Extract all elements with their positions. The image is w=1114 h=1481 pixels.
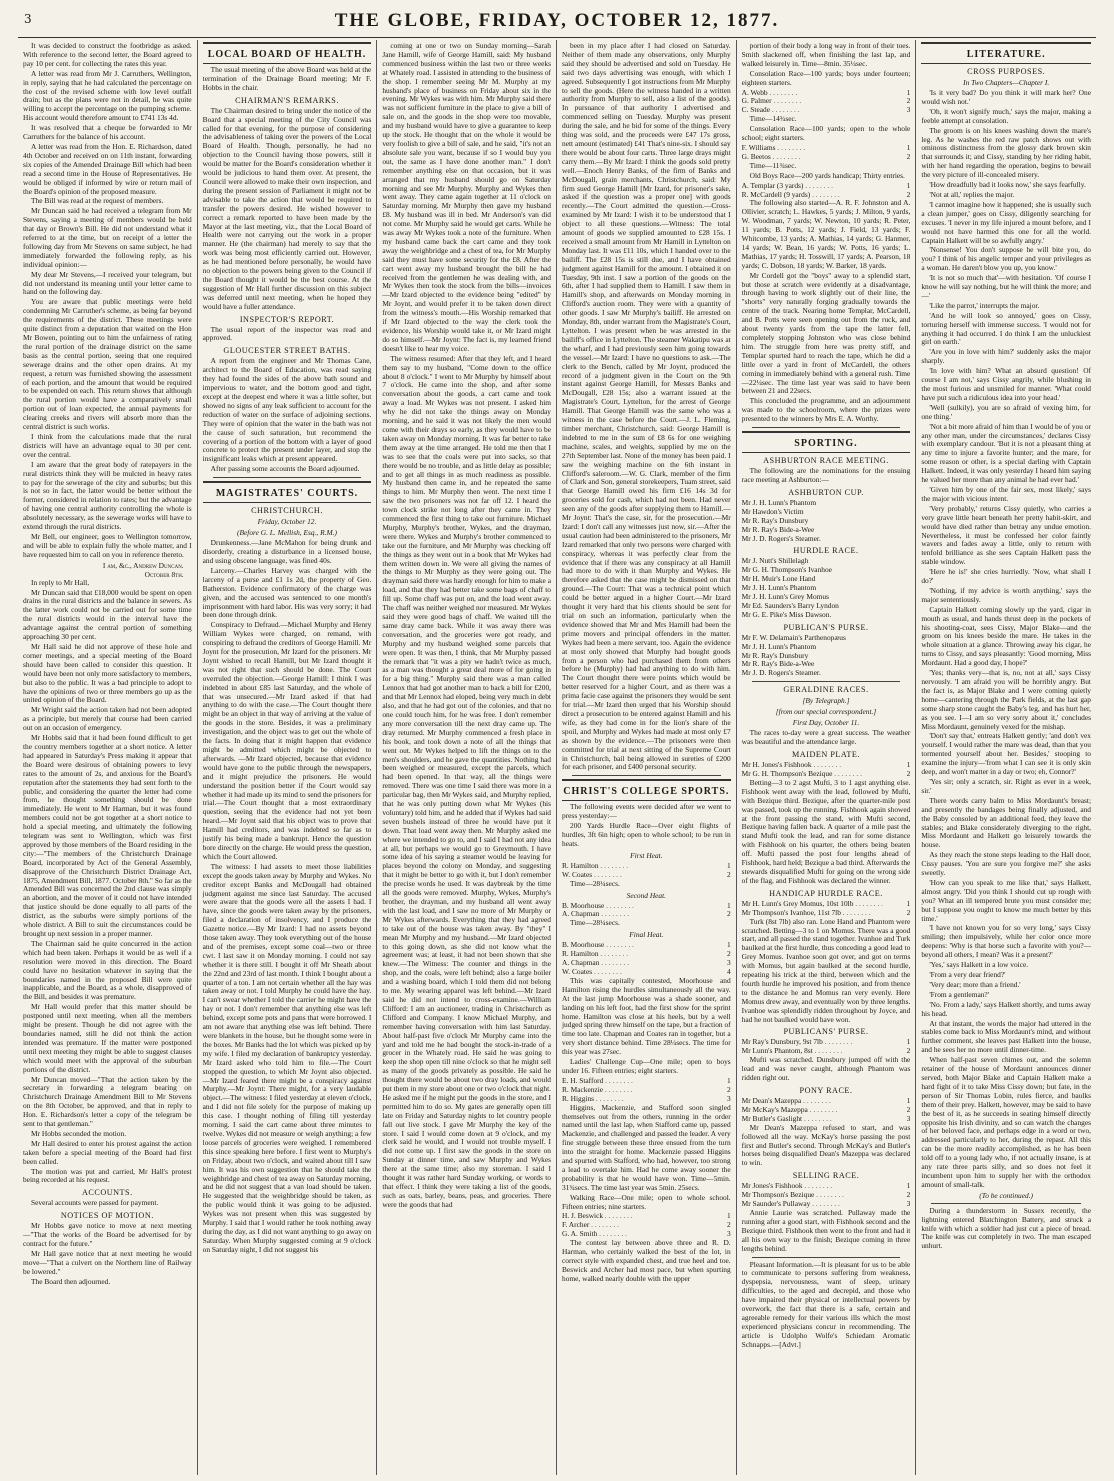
section-heading: First Day, October 11. — [792, 718, 860, 728]
entry-place: 3 — [726, 1229, 731, 1239]
paragraph: The following are the nominations for the ensuing race meeting at Ashburton:— — [741, 466, 911, 484]
letter-date: October 8th. — [144, 569, 184, 579]
entry-name: Mr Butler's Gaslight . . . — [742, 1115, 832, 1124]
entry-name: C. Steade . . . — [742, 106, 800, 115]
paragraph: Turk (8st 7lb) also ran. Lone Hand and Phantom were scratched. Betting—3 to 1 on Momus. There was a good start, and all passed the stand together. Ivanhoe and Turk baulked at the first hurdle, thus conceding a good lead to Grey Momus. Ivanhoe soon got over, and got on terms with Momus, but again baulked at the second hurdle, repeating his trick at the third, between which and the fourth hurdle he improved his position, and from thence to the distance he and Momus ran very evenly. Here Momus drew away, and eventually won by three lengths. Ivanhoe was splendidly ridden throughout by Joyce, and had he not baulked would have won. — [741, 916, 911, 1024]
paragraph: 'Well (sulkily), you are so afraid of vexing him, for one thing.' — [921, 402, 1091, 421]
paragraph: 'Nonsense! You don't suppose he will bite you, do you? I think of his angelic temper and your privileges as a woman. He daren't blow you up, you know.' — [921, 245, 1091, 273]
paragraph: The motion was put and carried, Mr Hall's protest being recorded at his request. — [23, 1166, 192, 1185]
section-heading: PUBLICAN'S PURSE. — [783, 622, 869, 632]
paragraph: 'Are you in love with him?' suddenly asks the major sharply. — [921, 347, 1091, 366]
section-heading: GERALDINE RACES. — [783, 685, 869, 695]
entry-place: 1 — [906, 760, 911, 770]
divider — [752, 427, 901, 428]
entry-name: W. Coates . . . — [562, 968, 622, 977]
entry-place: 3 — [726, 958, 731, 968]
section-heading: HANDICAP HURDLE RACE. — [769, 888, 883, 898]
paragraph: The Board then adjourned. — [31, 1276, 111, 1286]
paragraph: Mr Hall desired to enter his protest against the action taken before a special meeting of the Board had first been called. — [23, 1138, 192, 1166]
paragraph: 'Yes sir; only a scratch, sir. Right as ever in a week, sir.' — [921, 776, 1091, 795]
paragraph: At that instant, the words the major had uttered in the stables come back to Miss Mordaunt's mind, and without further comment, she leaves past Halkett into the house, and he sees her no more until dinner-time. — [921, 1018, 1091, 1055]
entry-name: Mr Thompson's Bezique . . . — [742, 1191, 844, 1200]
nomination-entry: Mr J. H. Lunn's Grey Momus — [741, 592, 830, 602]
paragraph: Mr Cordell got the "boys" away to a splendid start, but those at scratch were evidently at a disadvantage, through having to work slightly out of their line, the "shorts" very naturally forging gradually towards the centre of the track. Nearing home Templar, McCardell, and B. Potts were seen opening out from the ruck, and about twenty yards from the tape the latter fell, completely stopping Johnston who was close behind him. The struggle from here was pretty stiff, and Templar spurted hard to reach the tape, which he did a little over a yard in front of McCardell, the others coming in immediately behind with a general rush. Time—22¼sec. The time last year was said to have been between 21 and 22secs. — [741, 270, 911, 396]
entry-place: 2 — [726, 1220, 731, 1230]
paragraph: 'Nothing, if my advice is worth anything,' says the major sententiously. — [921, 585, 1091, 604]
entry-name: R. Hamilton . . . — [562, 862, 628, 871]
paragraph: 'Very probably,' returns Cissy quietly, who carries a very grave little heart beneath her pretty habit-skirt, and would have died rather than betray any undue emotion. Nevertheless, it must be confessed her color faintly wavers and fades away a little, only to return with tenfold brilliance as she sees Captain Halkett pass the stable window. — [921, 503, 1091, 567]
section-heading: ASHBURTON RACE MEETING. — [763, 456, 889, 466]
paragraph: 200 Yards Hurdle Race—Over eight flights of hurdles, 3ft 6in high; open to whole school; to be run in heats. — [562, 821, 731, 848]
paragraph: The races to-day were a great success. The weather was beautiful and the attendance large. — [741, 728, 911, 747]
literature-heading-box — [921, 42, 1091, 64]
entry-place: 1 — [726, 860, 731, 870]
paragraph: Mr Hobbs said that it had been found difficult to get the country members together at a short notice. A letter had appeared in Saturday's Press making it appear that the Board were desirous of obtaining powers to levy rates to the amount of 2s, and anxious for the Board's reputation after the statements they had sent forth to the public, and considering the quarter the letter had come from, he thought something should be done immediately. He went to Mr Harman, but it was found members could not be got together at a short notice to hold a special meeting, and ultimately the following telegram was sent to Wellington, which was first approved by those members of the Board residing in the city:—"The members of the Christchurch Drainage Board, incorporated by Act of the General Assembly, disapprove of the Christchurch District Drainage Act, 1875, Amendment Bill, 1877. October 8th." So far as the Amended Bill was concerned the 2nd clause was simply an abortion, and the mover of it could not have intended that justice should be done equally to all parts of the district, as the suburbs were simply portions of the whole district. A Bill to suit the circumstances could be brought up next session in a proper manner. — [23, 733, 192, 938]
paragraph: Mr Duncan said that £18,000 would be spent on open drains in the rural districts and the balance in sewers. As the latter work could not be carried out for some time the rural districts would in the interval have the advantage against the central portion of something approaching 30 per cent. — [23, 587, 192, 642]
entry-place: 3 — [906, 1199, 911, 1209]
paragraph: The witness resumed: After that they left, and I heard them say to my husband, "Come down to the office about 8 o'clock." I went to Mr Murphy by himself about 7 o'clock. He came into the shop, and after some conversation about the goods, a cart came and took away a load. Mr Wykes was not present. I asked him why he did not take the things away on Monday morning, and he said it was not likely the men would come with their drays so early, as they would have to be taken away on Monday morning. It was far better to take them away at the time arranged. He told me then that I was to see that the coals were put into sacks, so that there would be no trouble, and as little delay as possible; and to get all things in as much readiness as possible. My husband then came in, and he repeated the same things to him. Mr Murphy then went. The next time I saw the two prisoners was not far off 12. I heard the town clock strike not long after they came in. They commenced the first thing to take out furniture. Michael Murphy, Murphy's brother, Wykes, and the drayman, were there. Wykes and Murphy's brother commenced to take out the furniture, and Mr Murphy was checking off the things as they went out in a book that Mr Wykes had them written down in. We were all giving the names of the things to Mr Murphy as they were going out. The drayman said there was hardly enough for him to make a load, and that they had better take some bags of chaff to fill up. Some chaff was put on, and the load went away. The chaff was neither weighed nor measured. Mr Wykes said they were good bags of chaff. We waited till the same dray came back. While it was away there was conversation, and the groceries were got ready, and Murphy and my husband weighed some parcels that were open. It was then, I think, that Mr Murphy passed the remark that "it was a pity we hadn't twice as much, as a man was thought a great deal more of for going in for a big thing." Murphy said there was a man called Lennox that had got another man to back a bill for £200, and that Mr Lennox had eloped, being very much in debt also, and that he had got out of the colonies, and that no one could touch him, for he was free. I don't remember any more conversation till the next dray came up. The dray returned. Mr Murphy commenced a fresh place in his book, and took down a note of all the things that went out. Mr Wykes helped to lift the things on to the men's shoulders, and he gave the quantities. Nothing had been weighed or measured, except the parcels, which had been opened. In that way, all the things were removed. There was one time I said there was more in a particular bag, then Mr Wykes said, and Murphy replied, that he was only putting down what Mr Wykes (his voluntary) told him, and he added that if Wykes had said seven bushels instead of three he would have put it down. That load went away then. Mr Murphy asked me where we intended to go to, and I said I had not any idea at all, but perhaps we would go to Greymouth. I have some idea of his saying a steamer would be leaving for places beyond the colony on Monday, and suggesting that it might be better to go with it, but I don't remember the precise words he used. It was daybreak by the time all the goods were removed. Murphy, Wykes, Murphy's brother, the drayman, and my husband all went away with the last load, and I saw no more of Mr Murphy or Mr Wykes afterwards. Everything that they had agreed to take out of the house was taken away. By "they" I mean Mr Murphy and my husband.—Mr Izard objected to this going down, as she did not know what the agreement was; at least, it had not been shown that she knew.—The Witness: The counter and things in the shop, and the coals, were left behind; also a large boiler and a washing board, which I told them did not belong to me. My wearing apparel was left behind.—Mr Izard said he did not intend to cross-examine.—William Clifford: I am an auctioneer, trading in Christchurch as Clifford and Company. I know Michael Murphy, and remember having conversation with him last Saturday. About half-past five o'clock Mr Murphy came into the yard and told me he had bought the stock-in-trade of a grocer in the Whately road. He said he was going to keep the shop open till nine o'clock so that he might sell as many of the goods privately as possible. He said he thought there would be about two dray loads, and would put them in my store about one or two o'clock that night. He asked me if he might put the goods in the store, and I permitted him to do so. My gates are generally open till late on Friday and Saturday nights to let country people fall out live stock. I gave Mr Murphy the key of the store. I said I would come down at 9 o'clock, and my clerk said he would, and I would not trouble myself. I did not come up. I first saw the goods in the store on Sunday at dinner time, and saw Murphy and Wykes there at the same time; also my storeman. I said I thought it was rather hard Sunday working, or words to that effect. I think they were taking a list of the goods, such as oats, barley, beans, peas, and groceries. There were the goods that had — [382, 353, 551, 1209]
paragraph: Consolation Race—100 yards; open to the whole school; eight starters. — [741, 124, 911, 143]
paragraph: Mr Hobbs seconded the motion. — [31, 1128, 127, 1138]
section-heading: First Heat. — [630, 850, 663, 860]
paragraph: 'Oh, it won't signify much,' says the major, making a feeble attempt at consolation. — [921, 106, 1091, 125]
entry-name: A. Chapman . . . — [562, 959, 629, 968]
paragraph: 'Not a bit more afraid of him than I would be of you or any other man, under the circumstances,' declares Cissy with exemplary candour. 'But it is not a pleasant thing at any time to injure a favorite hunter; and the mare, for some reason or other, is a special darling with Captain Halkett. Indeed, it was only yesterday I heard him saying he valued her more than any animal he had ever had.' — [921, 421, 1091, 485]
paragraph: Several accounts were passed for payment. — [31, 1198, 159, 1208]
paragraph: During a thunderstorm in Sussex recently, the lightning entered Blatchington Battery, and struck a knife with which a soldier had just cut a piece of bread. The knife was cut completely in two. The man escaped unhurt. — [921, 1205, 1091, 1251]
entry-name: H. J. Beswick . . . — [562, 1212, 633, 1221]
paragraph: As they reach the stone steps leading to the Hall door, Cissy pauses. 'You are sure you forgive me?' she asks sweetly. — [921, 850, 1091, 878]
nomination-entry: Mr J. Nutt's Shillelagh — [741, 556, 809, 566]
entry-name: Mr G. H. Thompson's Bezique . . . — [742, 770, 862, 779]
entry-place: 2 — [906, 96, 911, 106]
paragraph: Drunkenness.—Jane McMahon for being drunk and disorderly, creating a disturbance in a licensed house, and using obscene language, was fined 40s. — [202, 538, 372, 565]
entry-place: 1 — [906, 180, 911, 190]
paragraph: Time—28¼secs. — [570, 878, 620, 888]
entry-name: R. McCardell (9 yards) . . . — [742, 191, 840, 200]
entry-name: G. A. Smith . . . — [562, 1230, 627, 1239]
paragraph: The usual report of the inspector was read and approved. — [202, 324, 372, 343]
paragraph: The usual meeting of the above Board was held at the termination of the Drainage Board meeting; Mr F. Hobbs in the chair. — [202, 65, 372, 92]
paragraph: You are aware that public meetings were held condemning Mr Carruther's scheme, as being far beyond the requirements of the district. These meetings were quite distinct from a deputation that waited on the Hon Mr Bowen, pointing out to him the unfairness of rating the rural portion of the drainage district on the same basis as the central portion, seeing that one required sewerage drains and the other open drains. At my request, a return was furnished showing the assessment of each portion, and the amount that would be required to be expended on each. This return shows that although the rural portion would have a comparatively small portion out of loan expected, the annual payments for clearing creeks and rivers will absorb more than the central district is such works. — [23, 297, 192, 432]
entry-place: 1 — [726, 1211, 731, 1221]
entry-name: Mr Ray's Dunsbury, 9st 7lb . . . — [742, 1038, 853, 1047]
page-number: 3 — [24, 12, 32, 26]
entry-place: 2 — [726, 869, 731, 879]
entry-name: Mr H. Jones's Fishhook . . . — [742, 761, 841, 770]
entry-place: 1 — [906, 87, 911, 97]
entry-name: B. Moorhouse . . . — [562, 941, 634, 950]
paragraph: 'Here he is!' she cries hurriedly. 'Now, what shall I do?' — [921, 567, 1091, 586]
section-heading: GLOUCESTER STREET BATHS. — [223, 346, 351, 356]
paragraph: In reply to Mr Hall, — [31, 577, 90, 587]
entry-place: 4 — [726, 967, 731, 976]
paragraph: The groom is on his knees washing down the mare's leg. As he washes the red raw patch shows out with ominous distinctness from the glossy dark brown skin that surrounds it; and Cissy, standing by her riding habit, with her hand regarding the operation, begins to bewail the very picture of ill-concealed misery. — [921, 125, 1091, 180]
article-heading: SPORTING. — [794, 438, 858, 450]
paragraph: 'How dreadfully bad it looks now,' she says fearfully. — [929, 180, 1086, 190]
nomination-entry: Mr J. D. Rogers's Steamer. — [741, 668, 821, 678]
paragraph: Larceny.—Charles Harvey was charged with the larceny of a purse and £1 1s 2d, the property of Geo. Batherston. Evidence confirmatory of the charge was given, and the accused was sentenced to one month's imprisonment with hard labor. His was very sorry; it had been done through drink. — [202, 565, 372, 620]
section-heading: PUBLICANS' PURSE. — [783, 1027, 869, 1037]
paragraph: There words carry balm to Miss Mordaunt's breast; and presently the bandages being finally adjusted, and the Baby consoled by an additional feed, they leave the stables; and Blake considerately diverging to the right, Miss Mordaunt and Halkett go leisurely towards the house. — [921, 795, 1091, 850]
paragraph: 'Don't say that,' entreats Halkett gently; 'and don't vex yourself. I would rather the mare was dead, than that you tormented yourself about her. Besides,' stooping to examine the injury—'from what I can see it is only skin deep, and won't matter in a day or two; eh, Connor?' — [921, 731, 1091, 777]
nomination-entry: Mr R. Ray's Dunsbury — [741, 515, 809, 525]
nomination-entry: Mr G. E. Pike's Miss Dawson. — [741, 609, 832, 619]
entry-name: Mr Saunder's Pullaway . . . — [742, 1200, 840, 1209]
sporting-heading-box — [742, 431, 911, 453]
section-heading: CHAIRMAN'S REMARKS. — [235, 95, 339, 105]
section-heading: ASHBURTON CUP. — [788, 487, 864, 497]
entry-place: 3 — [726, 1093, 731, 1103]
nomination-entry: Mr Ed. Saunders's Barry Lyndon — [741, 600, 839, 610]
paragraph: Time—28¼secs. — [570, 918, 620, 928]
paragraph: When half-past seven chimes out, and the solemn retainer of the house of Mordaunt announces dinner served, both Major Blake and Captain Halkett make a hard fight of it to take Miss Cissy down; but fate, in the person of Sir Thomas Lobin, rules fierce, and baulks them of their prey. Halkett, however, may be said to have the best of it, as he succeeds in seating himself directly opposite his Irish divinity, and so can watch the changes of her beloved face, and perhaps edge in a word or two, addressed particularly to her, during the repast. All this can be the more readily accomplished, as he has been told off to a young lady who, if not actually insane, is at any rate three parts silly, and so does not feel it incumbent upon him to supply her with the orthodox amount of small-talk. — [921, 1055, 1091, 1189]
nomination-entry: Mr H. Muir's Lone Hand — [741, 574, 816, 584]
entry-name: Mr Thompson's Ivanhoe, 11st 7lb . . . — [742, 909, 871, 918]
entry-place: 1 — [906, 1181, 911, 1191]
column-3 — [377, 40, 557, 1475]
article-heading: MAGISTRATES' COURTS. — [215, 488, 359, 500]
entry-place: 2 — [906, 189, 911, 199]
section-heading: ACCOUNTS. — [81, 1188, 133, 1198]
section-heading: INSPECTOR'S REPORT. — [239, 314, 335, 324]
paragraph: Mr Bell, our engineer, goes to Wellington tomorrow, and will be able to explain fully the whole matter, and I have requested him to call on you in reference thereto. — [23, 531, 192, 559]
section-heading: NOTICES OF MOTION. — [60, 1211, 154, 1221]
section-heading: MAIDEN PLATE. — [792, 750, 860, 760]
paragraph: The Chairman said he quite concurred in the action which had been taken. Perhaps it would be as well if a resolution were moved in this direction. The Board could have no hesitation whatever in saying that the boundaries named in the proposed Bill were quite inapplicable, and the Board, as a whole, disapproved of the Bill, and besides it was premature. — [23, 938, 192, 1002]
entry-place: 1 — [726, 900, 731, 910]
paragraph: The Chairman desired to bring under the notice of the Board that a special meeting of the City Council was called for that evening, for the purpose of considering the advisableness of taking over the powers of the Local Board of Health. Though, personally, he had no objection to the Council having those powers, still it would be matter for the Board's consideration whether it would be judicious to hand them over. At present, the Council were allowed to make their own inspection, and during the present session of Parliament it might not be advisable to take the action that would be required to transfer the powers desired. He wished however to correct a remark reported to have been made by the Mayor at the last meeting, viz., that the Local Board of Health were not carrying out the work in a proper manner. He (the chairman) had merely to say that the work was being most efficiently carried out. However, as he had mentioned before personally, he would have no objection to the powers being given to the Council if the Board thought it would be the best course. At the suggestion of Mr Hall further discussion on this subject was deferred until next meeting, when he hoped they would have a fuller attendance. — [202, 105, 372, 311]
entry-name: F. Williams . . . — [742, 144, 805, 153]
paragraph: I am aware that the great body of ratepayers in the rural districts think they will be mulcted in heavy rates to pay for the sewerage of the city and suburbs; but this is not so in fact, the latter would be better without the former, considered in relation to rates; but the advantage of having one central authority controlling the whole is absolutely necessary, as the sewerage works will have to extend through the rural districts. — [23, 459, 192, 532]
paragraph: The following also started—A. R. F. Johnston and A. Ollivier, scratch; L. Hawkes, 5 yards; J. Milton, 9 yards, W. Woodman, 7 yards; W. Newton, 10 yards; R. Peter, 11 yards; B. Potts, 12 yards; J. Field, 13 yards; F. Whitcombe, 13 yards; A. Mathias, 14 yards; G. Hanmer, 14 yards; W. Bean, 16 yards; W. Potts, 16 yards; L. Mathias, 17 yards; H. Tosswill, 17 yards; A. Pearson, 18 yards; C. Dobson, 18 yards; W. Barker, 18 yards. — [741, 198, 911, 270]
entry-place: 2 — [726, 949, 731, 959]
article-heading: LOCAL BOARD OF HEALTH. — [207, 49, 367, 60]
paragraph: 'From a very dear friend?' — [929, 970, 1006, 979]
article-heading: LITERATURE. — [966, 49, 1046, 60]
column-6 — [916, 40, 1096, 1475]
paragraph: A report from the engineer and Mr Thomas Cane, architect to the Board of Education, was read saying they had found the sides of the above bath sound and impervious to water, and the bottom good and tight, except at the deepest end where it was a little softer, but showed no signs of any leak sufficient to account for the reduction of water on the surface of adjoining sections. They were of opinion that the water in the bath was not the cause of such saturation, but recommend the covering of a portion of the bottom with a layer of good concrete to protect the present under layer, and stop the insignificant leaks which at present appeared. — [202, 356, 372, 464]
paragraph: Mr Duncan moved—"That the action taken by the secretary in forwarding a telegram bearing on Christchurch Drainage Amendment Bill to Mr Stevens on the 8th October, be approved, and that in reply to Hon. E. Richardson's letter a copy of the telegram be sent to that gentleman." — [23, 1074, 192, 1129]
paragraph: 'I cannot imagine how it happened; she is usually such a clean jumper,' goes on Cissy, diligently searching for excuses. 'I never in my life injured a mount before, and I would not have harmed this one for all the world. Captain Halkett will be so awfully angry.' — [921, 199, 1091, 245]
entry-place: 2 — [906, 1190, 911, 1200]
column-5 — [737, 40, 917, 1475]
paragraph: Mr Dean's Mazeppa refused to start, and was followed all the way. McKay's horse passing the post first and Butler's second. Through McKay's and Butler's horses being disqualified Dean's Mazeppa was declared to win. — [741, 1122, 911, 1168]
paragraph: After passing some accounts the Board adjourned. — [210, 464, 360, 474]
paragraph: portion of their body a long way in front of their toes. Smith slackened off, when finishing the last lap, and walked leisurely in. Time—8min. 35¼sec. — [741, 41, 911, 68]
entry-name: Mr McKay's Mazeppa . . . — [742, 1106, 838, 1115]
paragraph: coming at one or two on Sunday morning—Sarah Jane Hamill, wife of George Hamill, said: My husband commenced business within the last two or three weeks at Whately road. I assisted in attending to the business of the shop. I remember seeing Mr M. Murphy at my husband's place of business on Friday about six in the evening. Mr Wykes was with him. Mr Murphy said there was not sufficient furniture in the place to give a bill of sale on, and the goods in the shop were too movable, and my husband would have to give a guarantee to keep up the stock. He thought that on the whole it would be very foolish to give a bill of sale, and he said, "it's not an absolute sale you want, because if so I would buy you out, the same as I have done another man." I don't remember anything else on that occasion, but it was arranged that my husband should go on Saturday morning and see Mr Murphy. Murphy and Wykes then went away. They came again together at 11 o'clock on Saturday morning. Mr Murphy then gave my husband £8. My husband was ill in bed. Mr Anderson's van did not come. Mr Murphy said he would get carts. While he was away Mr Wykes took a note of the furniture. When my husband came back the cart came and they took away the weighbridge and a chest of tea, for Mr Murphy said they must have some security for the £8. After the cart went away my husband brought the bill he had received from the gentlemen he was dealing with, and Mr Wykes then took the stock from the bills—invoices—Mr Izard objected to the evidence being "edited" by Mr Joynt, and would prefer it to be taken down direct from the witness's mouth.—His Worship remarked that if Mr Izard objected to the way the clerk took the evidence, his Worship would take it, or Mr Izard might do so himself.—Mr Joynt: The fact is, my learned friend doesn't like to hear my voice. — [382, 41, 551, 353]
entry-place: 1 — [906, 898, 911, 908]
divider — [213, 477, 362, 478]
paragraph: 'Like the parrot,' interrupts the major. — [929, 300, 1040, 310]
paragraph: I think from the calculations made that the rural districts will have an advantage equal to 30 per cent. over the central. — [23, 431, 192, 459]
to-be-continued: (To be continued.) — [979, 1190, 1034, 1200]
paragraph: 'From a gentleman?' — [929, 989, 990, 999]
entry-name: R. Mackenzie . . . — [562, 1086, 633, 1095]
paragraph: The witness: I had assets to meet those liabilities except the goods taken away by Murphy and Wykes. No creditor except Banks and McDougall had obtained judgment against me since last Saturday. The accused were aware that the goods were all the assets I had. I have, since the goods were taken away by the prisoners, filed a declaration of insolvency, and I produce the Gazette notice.—By Mr Izard: I had no assets beyond those taken away. They took everything out of the house and of the premises, except some coal—two or three cwt. I last saw it on Monday morning. I could not say whether it is there still. I bought it off Mr Sheath about the 22nd and 23rd of last month. I think I bought about a quarter of a ton. I am not certain whether all the hay was taken away or not. I told Murphy he could have the hay. I can't swear whether I told the carrier he might have the hay or not. I don't remember that anything else was left behind, except some pots and pans that were borrowed. I am not aware that anything else was left behind. There were blankets in the house, but he thought some were in the boxes. Mr Banks had the lot which was picked up by my wife. I filed my declaration of bankruptcy yesterday. Mr Izard asked who told him to file.—The Court stopped the question, to which Mr Joynt also objected.—Mr Izard feared there might be a conspiracy against Murphy.—Mr Joynt: There might, for a very laudable object.—The witness: I filed yesterday at eleven o'clock, and I did not file solely for the purpose of making up this case. I thought nothing of filing till yesterday morning. I said the cart came about three minutes to twelve. Wykes did not measure or weigh anything; a few loose parcels of groceries were weighed. I remembered this since speaking here before. I first went to Murphy's on Friday, about two o'clock, and waited about till I saw him. It was his own suggestion that he should take the weighbridge and chest of tea away on Saturday morning, and he did not suggest that a van load should be taken. He suggested that the weighbridge should be taken, as the public would think it was going to be adjusted. Wykes was not present when this was suggested by Murphy. I said that I would rather he took nothing away during the day, as I did not want anything to go away on Saturday. When Murphy suggested coming at 9 o'clock on Saturday night, I did not suggest his — [202, 861, 372, 1254]
entry-place: 2 — [906, 769, 911, 778]
paragraph: Mr Hobbs gave notice to move at next meeting—"That the works of the Board be advertised for by contract for the future." — [23, 1221, 192, 1249]
paragraph: 'No. From a lady,' says Halkett shortly, and turns away his head. — [921, 999, 1091, 1018]
newspaper-title: THE GLOBE, FRIDAY, OCTOBER 12, 1877. — [334, 9, 780, 31]
entry-name: G. Beetos . . . — [742, 153, 801, 162]
entry-name: E. H. Stafford . . . — [562, 1077, 633, 1086]
entry-name: A. Webb . . . — [742, 89, 798, 98]
paragraph: Consolation Race—100 yards; boys under fourteen; eighteen starters. — [741, 68, 911, 87]
paragraph: Mr Hall said he did not approve of these hole and corner meetings, and a special meeting of the Board should have been called to consider this question. It would have been not only more satisfactory to members, but also to the public. It was a bad principle to adopt to have the opinions of two or three members go up as the united opinion of the Board. — [23, 642, 192, 705]
entry-place: 2 — [726, 1084, 731, 1094]
paragraph: 'Is it very bad? Do you think it will mark her? One would wish not.' — [921, 88, 1091, 106]
section-heading: [from our special correspondent.] — [775, 707, 877, 717]
entry-place: 1 — [906, 142, 911, 152]
paragraph: 'Not at all,' replies the major. — [929, 189, 1015, 199]
paragraph: A letter was read from Mr J. Carruthers, Wellington, in reply, saying that he had calculated the percentage on the cost of the revised scheme with low level outfall drain; but as the plans were not in detail, he was quite willing to accept the percentage on the pumping scheme. His account would therefore amount to £741 13s 4d. — [23, 68, 192, 123]
paragraph: My dear Mr Stevens,—I received your telegram, but did not understand its meaning until your letter came to hand on the following day. — [23, 269, 192, 297]
paragraph: 'It is not so much that'—with hesitation. 'Of course I know he will say nothing, but he will think the more; and—' — [921, 273, 1091, 300]
paragraph: Ladies' Challenge Cup—One mile; open to boys under 16. Fifteen entries; eight starters. — [562, 1057, 731, 1075]
entry-place: 1 — [906, 1096, 911, 1105]
section-heading: Friday, October 12. — [257, 517, 317, 527]
nomination-entry: Mr Hawdon's Victim — [741, 506, 804, 516]
divider — [752, 681, 901, 682]
paragraph: This concluded the programme, and an adjournment was made to the schoolroom, where the prizes were presented to the winners by Mrs E. A. Worthy. — [741, 396, 911, 424]
letter-signoff: I am, &c., Andrew Duncan. — [102, 560, 184, 570]
nomination-entry: Mr R. Ray's Bide-a-Wee — [741, 524, 815, 534]
paragraph: Mr Hall would prefer that this matter should be postponed until next meeting, when all the members might be present. Though he did not agree with the boundaries named, still he did not think the action intended was premature. If the matter were postponed until next meeting they might be able to suggest clauses which would meet with the approval of the suburban portions of the district. — [23, 1002, 192, 1074]
entry-name: Mr Jones's Fishhook . . . — [742, 1182, 832, 1191]
entry-place: 1 — [906, 1037, 911, 1047]
section-heading: CHRISTCHURCH. — [251, 506, 323, 516]
paragraph: Annie Laurie was scratched. Pullaway made the running after a good start, with Fishhook second and the Bezique third. Fishhook then went to the front and had it all his own way to the finish; Bezique coming in three lengths behind. — [741, 1207, 911, 1253]
paragraph: This was capitally contested, Moorhouse and Hamilton rising the hurdles simultaneously all the way. At the last jump Moorhouse was a shade sooner, and landing on his left foot, had the first show for the sprint home. Hamilton was close at his heels, but by a well judged spring threw himself on the tape, but a fraction of time too late. Chapman and Coates ran in together, but a very short distance behind. Time 28¼secs. The time for this year was 27sec. — [562, 975, 731, 1057]
paragraph: It was decided to construct the footbridge as asked. With reference to the second letter, the Board agreed to pay 10 per cent. for collecting the rates this year. — [23, 41, 192, 68]
paragraph: 'How can you speak to me like that,' says Halkett, almost angry. 'Did you think I should cut up rough with you? What an ill tempered brute you must consider me; but I suppose you ought to know me much better by this time.' — [921, 877, 1091, 923]
paragraph: It was resolved that a cheque be forwarded to Mr Carruthers for the balance of his account. — [23, 123, 192, 142]
column-1 — [18, 40, 198, 1475]
entry-name: A. Chapman . . . — [562, 910, 629, 919]
nomination-entry: Mr J. H. Lunn's Phantom — [741, 641, 817, 651]
entry-place: 3 — [906, 1113, 911, 1123]
paragraph: The Bill was read at the request of members. — [31, 196, 164, 206]
section-heading: Final Heat. — [629, 930, 664, 940]
entry-name: W. Coates . . . — [562, 871, 622, 880]
nomination-entry: Mr J. H. Lunn's Phantom — [741, 583, 817, 593]
paragraph: Mr Duncan said he had received a telegram from Mr Stevens, saying a meeting of members would be held that day or Brown's Bill. He did not understand what it referred to at the time, but on receipt of a letter the following day from Mr Stevens on same subject, he had immediately forwarded the following reply, as his individual opinion:— — [23, 206, 192, 269]
section-heading: (Before G. L. Mellish, Esq., R.M.) — [237, 528, 337, 538]
section-heading: Second Heat. — [626, 890, 667, 900]
entry-name: A. Templar (3 yards) . . . — [742, 182, 833, 191]
entry-name: G. Palmer . . . — [742, 97, 802, 106]
paragraph: Old Boys Race—200 yards handicap; Thirty entries. — [749, 170, 905, 180]
paragraph: Mufti was scratched. Dunsbury jumped off with the lead and was never caught, although Phantom was ridden right out. — [741, 1055, 911, 1083]
section-heading: [By Telegraph.] — [802, 696, 850, 706]
nomination-entry: Mr R. Ray's Bide-a-Wee — [741, 659, 815, 669]
entry-place: 2 — [906, 1104, 911, 1114]
paragraph: Conspiracy to Defraud.—Michael Murphy and Henry William Wykes were charged, on remand, with conspiring to defraud the creditors of George Hamill. Mr Joynt for the prosecution, Mr Izard for the prisoners. Mr Joynt wished to recall Hamill, but Mr Izard thought it was not right that such should be done. The Court overruled the objection.—George Hamill: I think I was indebted in about £85 last Saturday, and the whole of that was unsecured.—Mr Izard asked if that had anything to do with the case.—The Court thought there might be an object in that way of arriving at the value of the goods in the store. Besides, it was a preliminary investigation, and the object was to get out the whole of the facts. In doing that it might happen that evidence might be admitted which might be objected to afterwards. —Mr Izard objected, because that evidence would have gone to the public through the newspapers, and it might prejudice the prisoners. He would understand the position better if the Court would say whether it had made up its mind to send the prisoners for trial.—The Court thought that a most extraordinary question, seeing that the evidence had not yet been heard.—Mr Joynt said that his object was to prove that Hamill had creditors, and was indebted so far as to justify his being made a bankrupt. Hence the question bore directly on the charge. He would press the question, which the Court allowed. — [202, 620, 372, 861]
nomination-entry: Mr G. H. Thompson's Ivanhoe — [741, 565, 832, 575]
paragraph: The following events were decided after we went to press yesterday:— — [562, 802, 731, 821]
entry-place: 2 — [726, 909, 731, 919]
court-heading-box — [203, 481, 372, 503]
sports-heading-box — [562, 779, 731, 801]
paragraph: Higgins, Mackenzie, and Stafford soon singled themselves out from the others, running in the order named until the last lap, when Stafford came up, passed Mackenzie, and challenged and passed the leader. A very fine struggle between these three ensued from the turn into the straight for home. Mackenzie passed Higgins and spurted with Stafford, who had, however, too strong a lead to overtake him. Had he come away sooner the probability is that he would have won. Time—5min. 31¾secs. The time last year was 5min. 25secs. — [562, 1102, 731, 1192]
paragraph: Time—11¾sec. — [749, 160, 797, 170]
entry-place: 2 — [906, 907, 911, 917]
divider — [572, 775, 721, 776]
column-4 — [557, 40, 737, 1475]
divider — [931, 1203, 1081, 1204]
section-heading: HURDLE RACE. — [793, 546, 859, 556]
paragraph: been in my place after I had closed on Saturday. Neither of them made any observations, only Murphy said they should be advertised and sold on Tuesday. He said two days advertising was enough, with which I agreed. Subsequently I got instructions from Mr Murphy to sell the goods. (Here the witness handed in a written authority from Murphy to sell, also a list of the goods). In pursuance of that authority I advertised and commenced selling on Tuesday. Murphy was present during the sale, and he bid for some of the things. Every thing was sold, and the proceeds were £47 17s gross, nett amount (estimated) £41 That's nine-six. I should say there would be about four carts. Three large drays might carry them.—By Mr Izard: I think the goods sold pretty well.—Enoch Henry Banks, of the firm of Banks and McDougall, grain merchants, Christchurch, said: My firm sued George Hamill [Mr Izard, for prisoner's sake, asked if the question was a proper one] with goods recently.—The Court admitted the question.—Cross-examined by Mr Izard: I wish it to be understood that I object to all these questions.—Witness: The total amount of goods we supplied amounted to £28 15s. I received a small amount from Mr Hamill in Lyttelton on Monday last. It was £11 10s, which I handed over to the bailiff. The £28 15s is still due, and I have obtained judgment against Hamill for the amount. I obtained it on Tuesday, 9th inst. I saw a portion of the goods on the 6th, after I had supplied them to Hamill. I saw them in Hamill's shop, and afterwards on Monday morning in Clifford's auction room. They were with a quantity of other goods. I saw Mr Murphy's bailiff. He arrested on Monday, 8th, under warrant from the Magistrate's Court, Lyttelton. I was present when he was arrested in the bailiff's office in Lyttelton. The steamer Wakatipu was at the wharf, and I had previously seen him going towards the vessel.—Mr Izard: I have no questions to ask.—The clerk to the Bench, called by Mr Joynt, produced the record of a judgment given in the Court on the 9th instant against George Hamill, for Messrs Banks and McDougall, £28 15s; also a warrant issued at the Magistrate's Court, Lyttelton, for the arrest of George Hamill. That George Hamill was the same who was a witness in the case before the Court.—J. L. Fleming, timber merchant, Christchurch, said: George Hamill is indebted to me in the sum of £8 6s for one weighing machine, scales, and weights, supplied by me on the 27th September last. None of the money has been paid. I saw the weighing machine on the 6th instant in Clifford's saleroom.—W. G. Clark, member of the firm of Clark and Son, general storekeepers, Tuam street, said that George Hamill owed his firm £16 14s 3d for groceries sold for cash, which had not been. Had never seen any of the goods after supplying them to Hamill.—Mr Joynt: That's the case, sir, for the prosecution.—Mr Izard: I don't call any witnesses just now, sir.—After the usual caution had been administered to the prisoners, Mr Izard remarked that only two persons were charged with conspiracy, whereas it was perfectly clear from the evidence that if there was any conspiracy at all Hamill had more to do with it than Murphy and Wykes. He therefore asked that the case might be dismissed on that ground.—The Court: That was a technical point which could be better argued in a higher Court.—Mr Izard thought it very hard that his clients should be sent for trial on such an information, particularly when the evidence showed that Mr and Mrs Hamill had been the prime movers and principal offenders in the matter. Wykes had been a mere servant, too. Again the evidence at most only showed that Murphy had bought goods from a person who had purchased them from others before he (Murphy) had had anything to do with him. The Court thought there were points which would be better reserved for a higher Court, and as there was a prima facie case against the prisoners they would be sent for trial.—Mr Izard then urged that his Worship should direct a prosecution to be entered against Hamill and his wife, as they had come in for the lion's share of the spoil, and Murphy and Wykes had made at most only £7 as shown by the evidence.—The prisoners were then committed for trial at next sitting of the Supreme Court in Christchurch, bail being allowed in sureties of £200 for each prisoner, and £400 personal security. — [562, 41, 731, 772]
section-heading: In Two Chapters—Chapter I. — [963, 78, 1050, 87]
paragraph: 'Given him by one of the fair sex, most likely,' says the major with vicious intent. — [921, 484, 1091, 503]
paragraph: Walking Race—One mile; open to whole school. Fifteen entries; nine starters. — [562, 1192, 731, 1211]
paragraph: 'Yes; thanks very—that is, no, not at all,' says Cissy nervously. 'I am afraid you will be horribly angry. But the fact is, as Major Blake and I were coming quietly home—cantering through the Park fields, at the last gap some sharp stone caught the Baby's leg, and has hurt her, as you see. I—I am so very sorry about it,' concludes Miss Mordaunt, genuinely vexed for the mishap. — [921, 668, 1091, 731]
paragraph: Time—14¾sec. — [749, 114, 797, 124]
section-heading: PONY RACE. — [799, 1086, 853, 1095]
article-heading: CHRIST'S COLLEGE SPORTS. — [563, 786, 730, 798]
paragraph: A letter was read from the Hon. E. Richardson, dated 4th October and received on on 11th instant, forwarding six copies of the Amended Drainage Bill which had been read a second time in the House of Representatives. He would be obliged if informed by wire or return mail of the Board's opinion of the proposed measure. — [23, 141, 192, 196]
paragraph: 'I have not known you for so very long,' says Cissy smiling; then impulsively, while her color once more deepens: 'Why is that horse such a favorite with you?—beyond all others, I mean? Was it a present?' — [921, 923, 1091, 960]
paragraph: Pleasant Information.—It is pleasant for us to be able to communicate to persons suffering from weakness, dyspepsia, nervousness, want of sleep, urinary difficulties, to the aged and decrepid, and those who have impaired their physical or intellectual powers by overwork, the fact that there is a safe, certain and agreeable remedy for their various ills which the most experienced physicians concur in recommending. The article is Udolpho Wolfe's Schiedam Aromatic Schnapps.—[Advt.] — [741, 1259, 911, 1349]
columns — [18, 40, 1096, 1475]
paragraph: 'And he will look so annoyed,' goes on Cissy, torturing herself with immense success. 'I would not for anything it had occurred. I do think I am the unluckiest girl on earth.' — [921, 310, 1091, 347]
entry-name: Mr H. Lunn's Grey Momus, 10st 10lb . . . — [742, 900, 883, 909]
masthead — [18, 4, 1096, 38]
entry-name: F. Archer . . . — [562, 1221, 619, 1230]
entry-name: Mr Lunn's Phantom, 8st . . . — [742, 1047, 843, 1056]
column-2 — [198, 40, 378, 1475]
nomination-entry: Mr R. Ray's Dunsbury — [741, 650, 809, 660]
board-heading-box — [203, 42, 372, 64]
entry-place: 3 — [906, 105, 911, 115]
paragraph: The contest lay between above three and R. D. Harman, who certainly walked the best of the lot, in correct style with expanded chest, and true heel and toe. Beswick and Archer had most pace, but when spurting home, walked nearly double with the upper — [562, 1238, 731, 1283]
entry-place: 1 — [726, 1075, 731, 1085]
entry-name: Mr Dean's Mazeppa . . . — [742, 1097, 831, 1106]
entry-place: 1 — [726, 940, 731, 950]
entry-place: 2 — [906, 151, 911, 161]
nomination-entry: Mr J. H. Lunn's Phantom — [741, 497, 817, 507]
nomination-entry: Mr F. W. Delamain's Parthenopæus — [741, 632, 846, 642]
paragraph: 'In love with him? What an absurd question! Of course I am not,' says Cissy angrily, while blushing in the most furious and unsmiled for manner. 'What could have put such a ridiculous idea into your head.' — [921, 366, 1091, 402]
section-heading: CROSS PURPOSES. — [967, 67, 1046, 76]
paragraph: Mr Wright said the action taken had not been adopted as a principle, but merely that course had been carried out on an occasion of emergency. — [23, 705, 192, 733]
entry-name: R. Hamilton . . . — [562, 950, 628, 959]
entry-name: B. Moorhouse . . . — [562, 902, 634, 911]
paragraph: Captain Halkett coming slowly up the yard, cigar in mouth as usual, and hands thrust deep in the pockets of his shooting-coat, sees Cissy, Major Blake—and the groom on his knees beside the mare. He takes in the whole situation at a glance. Throwing away his cigar, he turns to Cissy, and says pleasantly: 'Good morning, Miss Mordaunt. Had a good day, I hope?' — [921, 604, 1091, 668]
section-heading: SELLING RACE. — [792, 1171, 860, 1181]
nomination-entry: Mr J. D. Rogers's Steamer. — [741, 533, 821, 543]
entry-place: 2 — [906, 1046, 911, 1056]
paragraph: 'Very dear; more than a friend.' — [929, 979, 1021, 989]
paragraph: Mr Hall gave notice that at next meeting he would move—"That a culvert on the Northern line of Railway be lowered." — [23, 1249, 192, 1276]
paragraph: Betting—3 to 2 agst Mufti, 3 to 1 agst anything else. Fishhook went away with the lead, followed by Mufti, with Bezique third. Bezique, after the quarter-mile post was passed, took up the running. Fishhook again showed at the front passing the stand, with Mufti second, Bezique having fallen back. A quarter of a mile past the stand Mufti took the lead, and ran for some distance with Fishhook on his quarter, the others being beaten off. Mufti passed the post four lengths ahead of Fishhook, hard held; Bezique a bad third. Afterwards the stewards disqualified Mufti for going on the wrong side of the flag, and Fishhook was declared the winner. — [741, 777, 911, 885]
paragraph: 'Yes,' says Halkett in a low voice. — [929, 960, 1029, 970]
divider — [752, 1257, 901, 1258]
entry-name: R. Higgins . . . — [562, 1095, 624, 1104]
